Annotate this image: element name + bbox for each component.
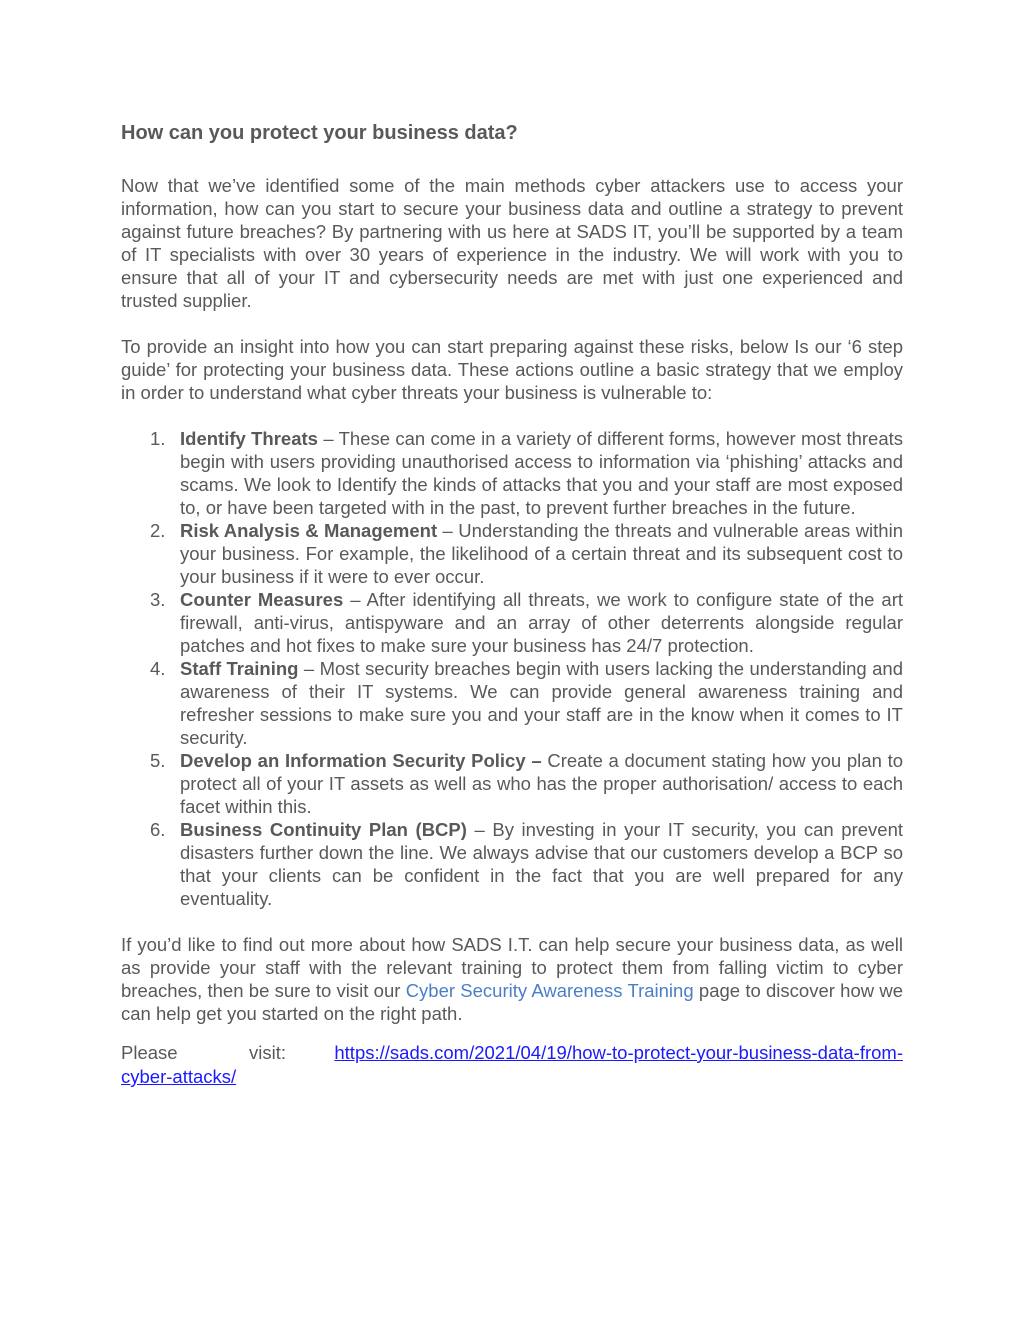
step-text: – Most security breaches begin with users lacking the understanding and awareness of their IT systems. We can provide general awareness training and refresher sessions to make sure you and your staff are in the know when it comes to IT security. (180, 658, 903, 748)
step-title: Counter Measures (180, 589, 344, 610)
source-url-link[interactable] (334, 1042, 903, 1063)
step-text: – Understanding the threats and vulnerable areas within your business. For example, the likelihood of a certain threat and its subsequent cost to your business if it were to ever occur. (180, 520, 903, 587)
step-text: Create a document stating how you plan to protect all of your IT assets as well as who has the proper authorisation/ access to each facet within this. (180, 750, 904, 817)
page-title: How can you protect your business data? (121, 122, 518, 144)
list-number: 3. (150, 589, 166, 610)
visit-url-container (286, 1041, 903, 1065)
step-title: Develop an Information Security Policy – (180, 750, 542, 771)
visit-word-please: Please (121, 1042, 178, 1063)
step-title: Staff Training (180, 658, 299, 679)
source-url-line-1: https://sads.com/2021/04/19/how-to-protect-your-business-data-from- (334, 1042, 903, 1063)
step-title: Identify Threats (180, 428, 318, 449)
list-number: 4. (150, 658, 166, 679)
list-number: 5. (150, 750, 166, 771)
source-url-line-2: cyber-attacks/ (121, 1066, 237, 1087)
source-url-link-continued[interactable] (121, 1065, 236, 1089)
list-item (121, 818, 903, 910)
closing-text-after: page to discover how we can help get you started on the right path. (121, 980, 904, 1024)
intro-paragraph: Now that we’ve identified some of the main methods cyber attackers use to access your information, how can you start to secure your business data and outline a strategy to prevent against future breaches? By partnering with us here at SADS IT, you’ll be supported by a team of IT specialists with over 30 years of experience in the industry. We will work with you to ensure that all of your IT and cybersecurity needs are met with just one experienced and trusted supplier. (121, 175, 903, 311)
closing-text-before: If you’d like to find out more about how SADS I.T. can help secure your business data, as well as provide your staff with the relevant training to protect them from falling victim to cyber breaches, then be sure to visit our (121, 934, 903, 1001)
document-page (121, 118, 903, 1089)
list-item (121, 657, 903, 749)
awareness-training-link[interactable]: Cyber Security Awareness Training (405, 980, 694, 1001)
closing-paragraph (121, 933, 903, 1025)
list-item (121, 749, 903, 818)
guide-intro-paragraph: To provide an insight into how you can start preparing against these risks, below Is our ‘6 step guide’ for protecting your business data. These actions outline a basic strategy that we employ in order to understand what cyber threats your business is vulnerable to: (121, 336, 903, 403)
visit-line (121, 1041, 903, 1089)
list-item (121, 519, 903, 588)
step-text: – After identifying all threats, we work to configure state of the art firewall, anti-virus, antispyware and an array of other deterrents alongside regular patches and hot fixes to make sure your business has 24/7 protection. (180, 589, 903, 656)
step-title: Risk Analysis & Management (180, 520, 438, 541)
list-number: 1. (150, 428, 166, 449)
list-number: 2. (150, 520, 166, 541)
list-item (121, 427, 903, 519)
step-text: – By investing in your IT security, you can prevent disasters further down the line. We always advise that our customers develop a BCP so that your clients can be confident in the fact that you are well prepared for any eventuality. (180, 819, 904, 909)
list-item (121, 588, 903, 657)
step-title: Business Continuity Plan (BCP) (180, 819, 467, 840)
list-number: 6. (150, 819, 166, 840)
visit-label (121, 1041, 286, 1065)
steps-list (121, 427, 903, 910)
visit-word-visit: visit: (249, 1042, 286, 1063)
step-text: – These can come in a variety of different forms, however most threats begin with users providing unauthorised access to information via ‘phishing’ attacks and scams. We look to Identify the kinds of attacks that you and your staff are most exposed to, or have been targeted with in the past, to prevent further breaches in the future. (180, 428, 904, 518)
